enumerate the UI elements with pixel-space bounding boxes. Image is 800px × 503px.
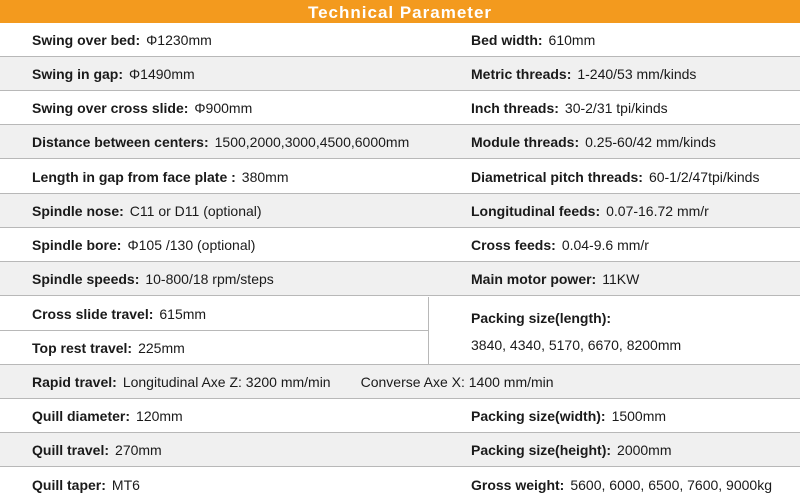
param-value: Φ1230mm	[146, 31, 212, 48]
param-label: Module threads:	[471, 133, 580, 150]
param-label: Packing size(width):	[471, 407, 606, 424]
param-value: 2000mm	[617, 441, 672, 458]
table-row	[0, 297, 428, 331]
table-row	[0, 468, 800, 502]
param-label: Swing over cross slide:	[32, 99, 189, 116]
param-label: Spindle nose:	[32, 202, 124, 219]
param-value: 0.07-16.72 mm/r	[606, 202, 709, 219]
param-label: Spindle bore:	[32, 236, 122, 253]
table-title: Technical Parameter	[0, 0, 800, 23]
param-value: Converse Axe X: 1400 mm/min	[360, 373, 554, 390]
param-label: Cross slide travel:	[32, 305, 154, 322]
param-label: Metric threads:	[471, 65, 572, 82]
param-value: 380mm	[241, 168, 289, 185]
param-label: Top rest travel:	[32, 339, 133, 356]
param-label: Gross weight:	[471, 476, 565, 493]
param-label: Rapid travel:	[32, 373, 117, 390]
packing-length-cell	[429, 297, 800, 365]
param-value: 10-800/18 rpm/steps	[145, 270, 274, 287]
param-value: 0.04-9.6 mm/r	[561, 236, 649, 253]
param-value: 11KW	[602, 270, 640, 287]
param-label: Diametrical pitch threads:	[471, 168, 643, 185]
table-row	[0, 262, 800, 296]
param-value: Longitudinal Axe Z: 3200 mm/min	[122, 373, 331, 390]
table-row	[0, 160, 800, 194]
param-value: C11 or D11 (optional)	[129, 202, 262, 219]
param-value: 120mm	[136, 407, 183, 424]
param-label: Main motor power:	[471, 270, 597, 287]
table-row	[0, 331, 428, 365]
param-value: 1500,2000,3000,4500,6000mm	[214, 133, 410, 150]
param-value: 0.25-60/42 mm/kinds	[585, 133, 716, 150]
table-row	[0, 228, 800, 262]
param-label: Longitudinal feeds:	[471, 202, 601, 219]
param-label: Quill taper:	[32, 476, 106, 493]
param-value: 225mm	[138, 339, 185, 356]
table-row	[0, 399, 800, 433]
table-row	[0, 91, 800, 125]
param-value: 5600, 6000, 6500, 7600, 9000kg	[570, 476, 772, 493]
table-row	[0, 433, 800, 467]
param-value: 1-240/53 mm/kinds	[577, 65, 697, 82]
param-value: Φ1490mm	[129, 65, 195, 82]
param-value: 615mm	[159, 305, 207, 322]
param-value: Φ900mm	[194, 99, 253, 116]
param-label: Bed width:	[471, 31, 543, 48]
param-value: 1500mm	[611, 407, 667, 424]
table-row	[0, 23, 800, 57]
param-label: Swing in gap:	[32, 65, 123, 82]
param-label: Packing size(length):	[471, 310, 612, 326]
table-row	[0, 365, 800, 399]
param-label: Distance between centers:	[32, 133, 209, 150]
param-value: 270mm	[115, 441, 162, 458]
table-row	[0, 57, 800, 91]
param-value: 30-2/31 tpi/kinds	[564, 99, 668, 116]
param-label: Quill diameter:	[32, 407, 131, 424]
param-label: Cross feeds:	[471, 236, 556, 253]
param-label: Spindle speeds:	[32, 270, 140, 287]
param-label: Swing over bed:	[32, 31, 141, 48]
table-row	[0, 125, 800, 159]
param-value: 60-1/2/47tpi/kinds	[648, 168, 760, 185]
param-label: Packing size(height):	[471, 441, 612, 458]
table-row	[0, 194, 800, 228]
param-value: 3840, 4340, 5170, 6670, 8200mm	[471, 337, 682, 353]
param-label: Inch threads:	[471, 99, 559, 116]
param-value: Φ105 /130 (optional)	[127, 236, 256, 253]
param-value: 610mm	[548, 31, 596, 48]
param-value: MT6	[111, 476, 140, 493]
param-label: Quill travel:	[32, 441, 110, 458]
param-label: Length in gap from face plate :	[32, 168, 236, 185]
